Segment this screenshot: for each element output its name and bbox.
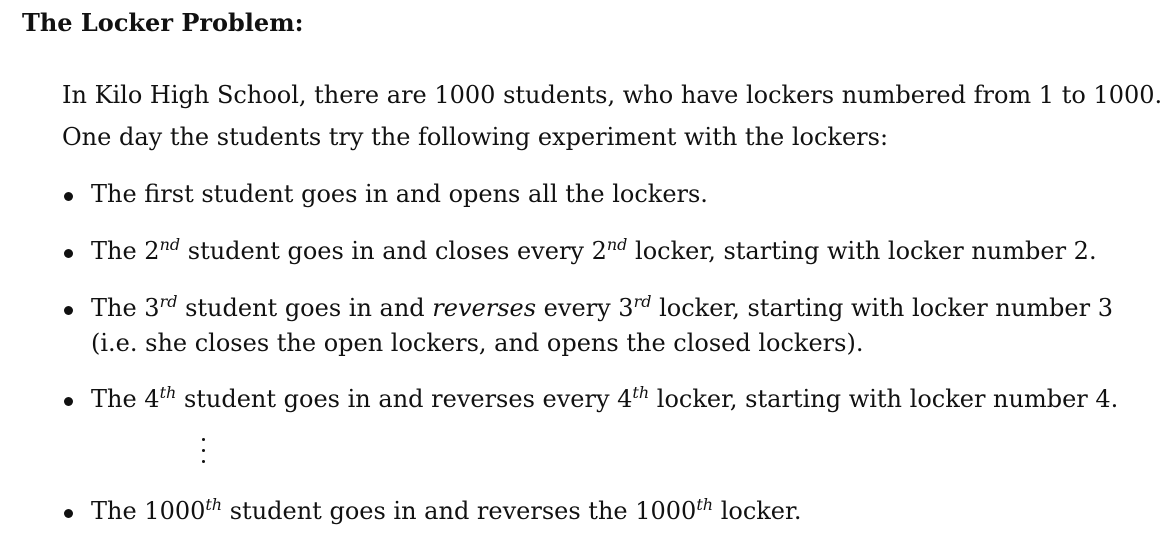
list-item-text (91, 234, 1097, 269)
bullet-1-text: The first student goes in and opens all the lockers. (91, 180, 708, 208)
bullet-5-mid: student goes in and reverses the 1000 (222, 497, 697, 525)
page-title: The Locker Problem: (22, 8, 304, 37)
bullet-3-line-1 (91, 291, 1113, 326)
bullet-3-post: locker, starting with locker number 3 (651, 294, 1113, 322)
bullet-5-post: locker. (713, 497, 802, 525)
intro-paragraph (62, 74, 1162, 158)
ordinal-suffix: nd (159, 235, 181, 254)
bullet-4-pre: The 4 (91, 385, 160, 413)
list-item-text (91, 382, 1118, 417)
bullet-3-mid-1: student goes in and (177, 294, 433, 322)
list-item-text (91, 177, 708, 212)
ordinal-suffix: th (205, 495, 223, 514)
bullet-4-post: locker, starting with locker number 4. (649, 385, 1119, 413)
bullet-3-mid-2: every 3 (536, 294, 634, 322)
intro-line-2: One day the students try the following experiment with the lockers: (62, 123, 889, 151)
bullet-3-pre: The 3 (91, 294, 160, 322)
bullet-5-pre: The 1000 (91, 497, 206, 525)
ordinal-suffix: rd (633, 292, 652, 311)
vertical-ellipsis-icon (200, 434, 208, 468)
intro-line-1: In Kilo High School, there are 1000 students, who have lockers numbered from 1 to 1000. (62, 81, 1163, 109)
ordinal-suffix: rd (159, 292, 178, 311)
bullet-3-line-2: (i.e. she closes the open lockers, and opens the closed lockers). (91, 329, 864, 357)
ordinal-suffix: th (159, 383, 177, 402)
ordinal-suffix: th (696, 495, 714, 514)
emphasis-reverses: reverses (432, 294, 537, 322)
bullet-4-mid: student goes in and reverses every 4 (176, 385, 633, 413)
ordinal-suffix: nd (606, 235, 628, 254)
bullet-2-post: locker, starting with locker number 2. (627, 237, 1097, 265)
bullet-2-pre: The 2 (91, 237, 160, 265)
list-item-text (91, 494, 801, 529)
ordinal-suffix: th (632, 383, 650, 402)
bullet-2-mid: student goes in and closes every 2 (180, 237, 607, 265)
list-item-text (91, 291, 1113, 361)
